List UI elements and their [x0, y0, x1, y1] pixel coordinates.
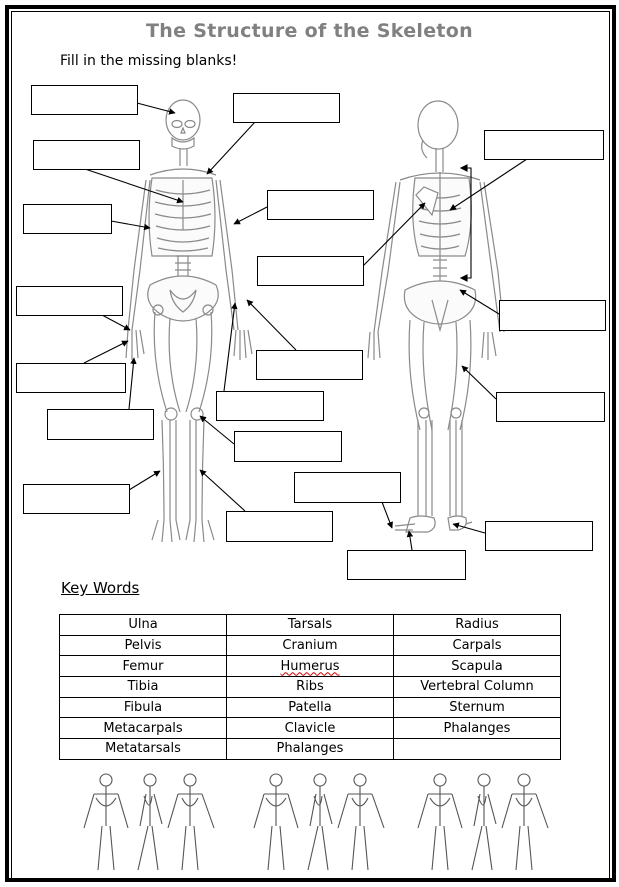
- keyword-cell: Scapula: [394, 656, 561, 677]
- label-blank-phalanges-hand[interactable]: [47, 409, 154, 440]
- keyword-cell: Phalanges: [394, 718, 561, 739]
- label-blank-patella[interactable]: [234, 431, 342, 462]
- keyword-cell: Sternum: [394, 697, 561, 718]
- label-blank-carpals[interactable]: [16, 286, 123, 316]
- key-words-heading: Key Words: [61, 579, 140, 597]
- keyword-cell: Cranium: [227, 635, 394, 656]
- keyword-cell: Fibula: [60, 697, 227, 718]
- label-blank-cranium[interactable]: [31, 85, 138, 115]
- label-blank-scapula[interactable]: [257, 256, 364, 286]
- keyword-cell: Radius: [394, 615, 561, 636]
- label-blank-clavicle[interactable]: [233, 93, 340, 123]
- label-blank-radius[interactable]: [216, 391, 324, 421]
- label-blank-sternum[interactable]: [33, 140, 140, 170]
- keyword-cell: Vertebral Column: [394, 677, 561, 698]
- back-skeleton-drawing: [368, 101, 504, 532]
- label-blank-metatarsals[interactable]: [294, 472, 401, 503]
- keyword-cell: Tibia: [60, 677, 227, 698]
- table-row: [60, 739, 561, 760]
- label-blank-vertebral-column[interactable]: [484, 130, 604, 160]
- keyword-cell: Pelvis: [60, 635, 227, 656]
- keyword-cell-empty: [394, 739, 561, 760]
- table-row: [60, 718, 561, 739]
- label-blank-fibula[interactable]: [23, 484, 130, 514]
- keyword-cell: Ribs: [227, 677, 394, 698]
- keyword-cell: Phalanges: [227, 739, 394, 760]
- worksheet-title: The Structure of the Skeleton: [146, 20, 473, 42]
- label-blank-humerus[interactable]: [267, 190, 374, 220]
- keyword-cell: Clavicle: [227, 718, 394, 739]
- walking-skeletons-image: [412, 768, 612, 876]
- keyword-cell: Metacarpals: [60, 718, 227, 739]
- worksheet-instructions: Fill in the missing blanks!: [60, 53, 238, 69]
- label-blank-ulna[interactable]: [256, 350, 363, 380]
- keyword-cell: Metatarsals: [60, 739, 227, 760]
- label-blank-tarsals[interactable]: [485, 521, 593, 551]
- table-row: [60, 656, 561, 677]
- table-row: [60, 697, 561, 718]
- keyword-cell: Tarsals: [227, 615, 394, 636]
- keyword-cell: Femur: [60, 656, 227, 677]
- keyword-cell: Ulna: [60, 615, 227, 636]
- keyword-cell: Patella: [227, 697, 394, 718]
- keyword-cell: Carpals: [394, 635, 561, 656]
- label-blank-ribs[interactable]: [23, 204, 112, 234]
- keyword-cell-spellcheck-flagged: [227, 656, 394, 677]
- table-row: [60, 635, 561, 656]
- label-blank-phalanges-foot[interactable]: [347, 550, 466, 580]
- label-blank-pelvis[interactable]: [499, 300, 606, 331]
- spellcheck-underline: Humerus: [280, 658, 340, 674]
- table-row: [60, 677, 561, 698]
- key-words-table: [59, 614, 561, 760]
- label-blank-femur[interactable]: [496, 392, 605, 422]
- label-blank-metacarpals[interactable]: [16, 363, 126, 393]
- label-blank-tibia[interactable]: [226, 511, 333, 542]
- table-row: [60, 615, 561, 636]
